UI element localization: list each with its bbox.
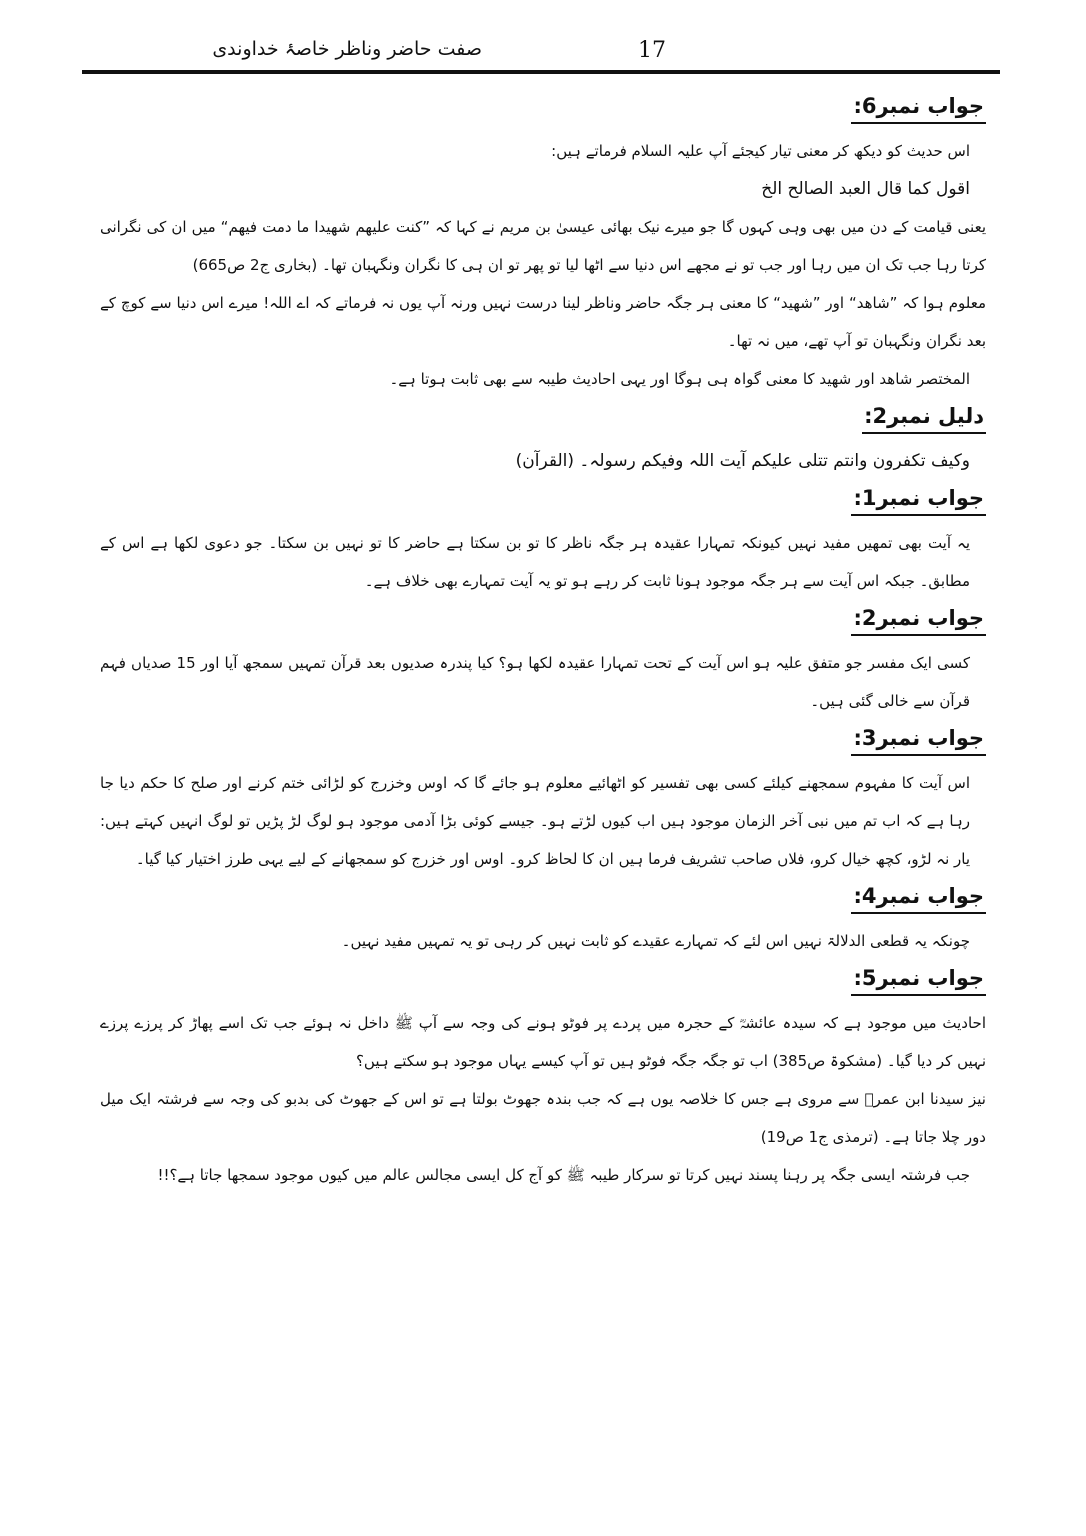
paragraph: یہ آیت بھی تمھیں مفید نہیں کیونکہ تمہارا عقیدہ ہر جگہ ناظر کا تو بن سکتا ہے حاضر کا تو نہیں بن سکتا۔ جو دعوی لکھا ہے اس کے مطابق۔ جبکہ اس آیت سے ہر جگہ موجود ہونا ثابت کر رہے ہو تو یہ آیت تمہارے بھی خلاف ہے۔	[100, 534, 970, 590]
paragraph: احادیث میں موجود ہے کہ سیدہ عائشہؓ کے حجرہ میں پردے پر فوٹو ہونے کی وجہ سے آپ ﷺ داخل نہ ہوئے جب تک اسے پھاڑ کر پرزے پرزے نہیں کر دیا گیا۔ (مشکوۃ ص385) اب تو جگہ جگہ فوٹو ہیں تو آپ کیسے یہاں موجود ہو سکتے ہیں؟	[100, 1014, 986, 1070]
section-heading: جواب نمبر2:	[851, 606, 986, 636]
paragraph: یعنی قیامت کے دن میں بھی وہی کہوں گا جو میرے نیک بھائی عیسیٰ بن مریم نے کہا کہ ”کنت علیھم شھیدا ما دمت فیھم“ میں ان کی نگرانی کرتا رہا جب تک ان میں رہا اور جب تو نے مجھے اس دنیا سے اٹھا لیا تو پھر تو ان ہی کا نگران ونگہبان تھا۔ (بخاری ج2 ص665)	[100, 218, 986, 274]
paragraph: جب فرشتہ ایسی جگہ پر رہنا پسند نہیں کرتا تو سرکار طیبہ ﷺ کو آج کل ایسی مجالس عالم میں کیوں موجود سمجھا جاتا ہے؟!!	[157, 1166, 970, 1184]
page-content	[100, 88, 986, 1194]
section-heading: جواب نمبر5:	[851, 966, 986, 996]
section-heading: جواب نمبر6:	[851, 94, 986, 124]
paragraph: معلوم ہوا کہ ”شاھد“ اور ”شھید“ کا معنی ہر جگہ حاضر وناظر لینا درست نہیں ورنہ آپ یوں نہ فرماتے کہ اے اللہ! میرے اس دنیا سے کوچ کے بعد نگران ونگہبان تو آپ تھے، میں نہ تھا۔	[100, 294, 986, 350]
section-heading: جواب نمبر3:	[851, 726, 986, 756]
paragraph: کسی ایک مفسر جو متفق علیہ ہو اس آیت کے تحت تمہارا عقیدہ لکھا ہو؟ کیا پندرہ صدیوں بعد قرآن تمہیں سمجھ آیا اور 15 صدیاں فہم قرآن سے خالی گئی ہیں۔	[100, 654, 970, 710]
arabic-quote: وکیف تکفرون وانتم تتلی علیکم آیت اللہ وفیکم رسولہ۔ (القرآن)	[515, 451, 970, 471]
paragraph: اس آیت کا مفہوم سمجھنے کیلئے کسی بھی تفسیر کو اٹھائیے معلوم ہو جائے گا کہ اوس وخزرج کو لڑائی ختم کرنے اور صلح کا حکم دیا جا رہا ہے کہ اب تم میں نبی آخر الزمان موجود ہیں اب کیوں لڑتے ہو۔ جیسے کوئی بڑا آدمی موجود ہو لوگ لڑ پڑیں تو لوگ انہیں کہتے ہیں: یار نہ لڑو، کچھ خیال کرو، فلاں صاحب تشریف فرما ہیں ان کا لحاظ کرو۔ اوس اور خزرج کو سمجھانے کے لیے یہی طرز اختیار کیا گیا۔	[100, 774, 970, 868]
page-number: 17	[638, 38, 666, 63]
arabic-quote: اقول کما قال العبد الصالح الخ	[761, 179, 970, 199]
header-rule	[82, 70, 1000, 74]
paragraph: چونکہ یہ قطعی الدلالۃ نہیں اس لئے کہ تمہارے عقیدے کو ثابت نہیں کر رہی تو یہ تمہیں مفید نہیں۔	[341, 932, 970, 950]
section-heading: دلیل نمبر2:	[862, 404, 986, 434]
paragraph: اس حدیث کو دیکھ کر معنی تیار کیجئے آپ علیہ السلام فرماتے ہیں:	[551, 142, 970, 160]
section-heading: جواب نمبر1:	[851, 486, 986, 516]
paragraph: المختصر شاھد اور شھید کا معنی گواہ ہی ہوگا اور یہی احادیث طیبہ سے بھی ثابت ہوتا ہے۔	[389, 370, 970, 388]
section-heading: جواب نمبر4:	[851, 884, 986, 914]
running-title: صفت حاضر وناظر خاصۂ خداوندی	[212, 38, 482, 60]
paragraph: نیز سیدنا ابن عمرؓ سے مروی ہے جس کا خلاصہ یوں ہے کہ جب بندہ جھوٹ بولتا ہے تو اس کے جھوٹ کی بدبو کی وجہ سے فرشتہ ایک میل دور چلا جاتا ہے۔ (ترمذی ج1 ص19)	[100, 1090, 986, 1146]
page-header	[82, 30, 1000, 76]
